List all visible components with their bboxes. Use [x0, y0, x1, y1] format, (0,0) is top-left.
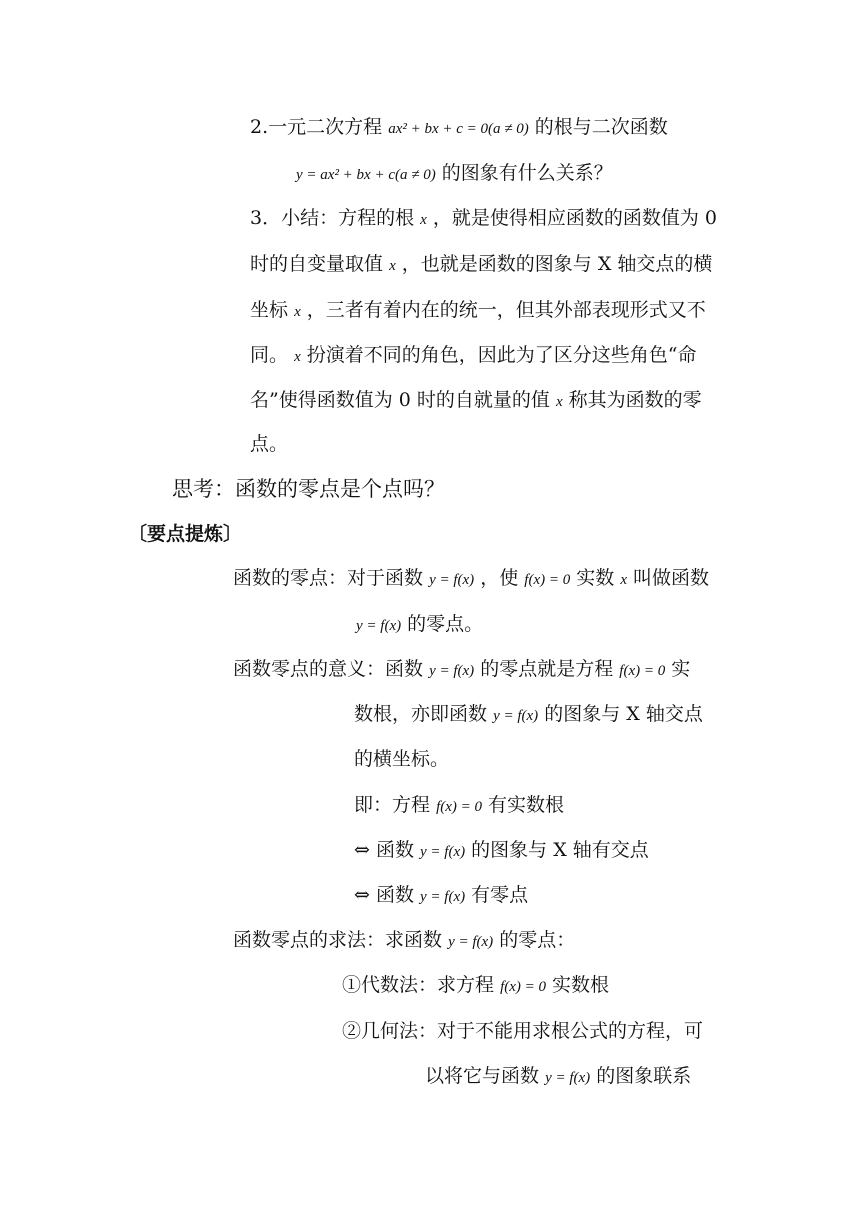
- line-text: 实数根: [552, 974, 610, 996]
- line-text: 的零点。: [407, 613, 484, 635]
- math-expression: y = f(x): [420, 889, 466, 905]
- line-text: 实: [671, 658, 691, 680]
- math-expression: y = f(x): [493, 708, 539, 724]
- meaning-zero-line-2: [354, 701, 703, 729]
- question-2-line-2: [296, 160, 613, 188]
- definition-zero-line-1: [233, 565, 709, 593]
- math-expression: y = f(x): [429, 572, 475, 588]
- line-text: 时的自变量取值: [250, 253, 384, 275]
- math-expression: y = f(x): [429, 663, 475, 679]
- math-expression: f(x) = 0: [524, 572, 571, 588]
- line-text: ⇔ 函数: [354, 884, 414, 906]
- geometric-method-line-2: [425, 1063, 691, 1091]
- line-text: ，也就是函数的图象与 X 轴交点的横: [401, 253, 713, 275]
- line-text: 即：方程: [354, 794, 431, 816]
- line-text: 的图象与 X 轴交点: [544, 703, 703, 725]
- method-line-1: [233, 927, 575, 955]
- equivalence-line-3: [354, 882, 528, 910]
- line-text: 的横坐标。: [354, 748, 450, 770]
- summary-line-3: [250, 297, 706, 325]
- line-text: 的根与二次函数: [534, 116, 668, 138]
- line-text: 数根，亦即函数: [354, 703, 488, 725]
- math-expression: ax² + bx + c = 0(a ≠ 0): [388, 121, 529, 137]
- line-text: 有零点: [471, 884, 529, 906]
- line-text: 以将它与函数: [425, 1065, 540, 1087]
- meaning-zero-line-1: [233, 656, 690, 684]
- math-expression: y = f(x): [545, 1070, 591, 1086]
- math-expression: x: [620, 572, 627, 588]
- geometric-method-line-1: [342, 1018, 703, 1044]
- equivalence-line-1: [354, 792, 564, 820]
- line-text: 函数零点的求法：求函数: [233, 929, 443, 951]
- line-text: ①代数法：求方程: [342, 974, 495, 996]
- line-text: ，使: [480, 567, 519, 589]
- math-expression: x: [294, 349, 301, 365]
- summary-line-2: [250, 251, 712, 279]
- line-text: 思考：函数的零点是个点吗？: [172, 477, 445, 501]
- math-expression: y = ax² + bx + c(a ≠ 0): [296, 167, 436, 183]
- summary-line-4: [250, 342, 697, 370]
- line-text: 有实数根: [488, 794, 565, 816]
- line-text: 的图象有什么关系？: [441, 162, 613, 184]
- summary-line-5: [250, 387, 702, 415]
- section-heading: [128, 521, 242, 547]
- line-text: 实数: [576, 567, 615, 589]
- question-2-line-1: [250, 114, 668, 142]
- math-expression: x: [389, 258, 396, 274]
- equivalence-line-2: [354, 837, 649, 865]
- line-text: 称其为函数的零: [568, 389, 702, 411]
- math-expression: y = f(x): [420, 844, 466, 860]
- line-text: 函数零点的意义：函数: [233, 658, 424, 680]
- line-text: 的图象与 X 轴有交点: [471, 839, 649, 861]
- line-text: ，就是使得相应函数的函数值为 0: [432, 207, 717, 229]
- line-text: ，三者有着内在的统一，但其外部表现形式又不: [306, 299, 706, 321]
- line-text: 的零点：: [499, 929, 576, 951]
- line-text: 叫做函数: [633, 567, 710, 589]
- summary-line-6: [250, 431, 288, 457]
- line-text: 点。: [250, 433, 289, 455]
- math-expression: y = f(x): [448, 934, 494, 950]
- math-expression: x: [294, 304, 301, 320]
- summary-line-1: [250, 205, 717, 233]
- math-expression: x: [555, 394, 563, 410]
- thinking-question: [172, 476, 445, 502]
- math-expression: f(x) = 0: [436, 799, 482, 815]
- math-expression: f(x) = 0: [500, 979, 546, 995]
- line-text: 扮演着不同的角色，因此为了区分这些角色“命: [306, 344, 697, 366]
- line-text: 同。: [250, 344, 289, 366]
- line-text: 的图象联系: [596, 1065, 692, 1087]
- line-text: 函数的零点：对于函数: [233, 567, 424, 589]
- line-text: 的零点就是方程: [480, 658, 614, 680]
- meaning-zero-line-3: [354, 746, 449, 772]
- line-text: 2.一元二次方程: [250, 116, 383, 138]
- definition-zero-line-2: [356, 611, 483, 639]
- math-expression: y = f(x): [356, 618, 402, 634]
- line-text: ⇔ 函数: [354, 839, 414, 861]
- line-text: ②几何法：对于不能用求根公式的方程，可: [342, 1020, 704, 1042]
- math-expression: f(x) = 0: [619, 663, 666, 679]
- line-text: 坐标: [250, 299, 289, 321]
- heading-text: 〔要点提炼〕: [128, 523, 243, 545]
- line-text: 名”使得函数值为 0 时的自就量的值: [250, 389, 550, 411]
- math-expression: x: [420, 212, 427, 228]
- algebraic-method: [342, 972, 609, 1000]
- line-text: 3．小结：方程的根: [250, 207, 415, 229]
